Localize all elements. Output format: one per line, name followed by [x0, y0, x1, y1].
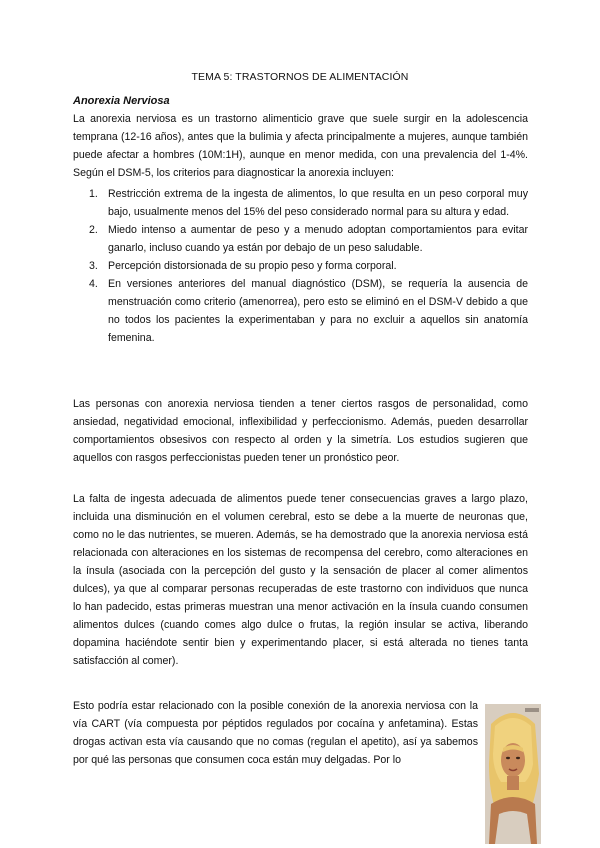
list-item-text: Restricción extrema de la ingesta de alimentos, lo que resulta en un peso corporal muy bajo, usualmente menos del 15% del peso considerado normal para su altura y edad.	[108, 188, 528, 218]
criteria-list	[73, 185, 528, 347]
list-item	[73, 221, 528, 257]
personality-paragraph: Las personas con anorexia nerviosa tienden a tener ciertos rasgos de personalidad, como ansiedad, negatividad emocional, inflexibilidad y perfeccionismo. Además, pueden desarrollar comportamientos obsesivos con respecto al orden y la simetría. Los estudios sugieren que aquellos con rasgos perfeccionistas pueden tener un pronóstico peor.	[73, 398, 528, 464]
portrait-photo	[485, 704, 541, 844]
intro-paragraph: La anorexia nerviosa es un trastorno alimenticio grave que suele surgir en la adolescencia temprana (12-16 años), antes que la bulimia y afecta principalmente a mujeres, aunque también puede afectar a hombres (10M:1H), aunque en menor medida, con una prevalencia del 1-4%. Según el DSM-5, los criterios para diagnosticar la anorexia incluyen:	[73, 113, 528, 179]
list-item	[73, 275, 528, 347]
list-item-text: Miedo intenso a aumentar de peso y a menudo adoptan comportamientos para evitar ganarlo, incluso cuando ya están por debajo de un peso saludable.	[108, 224, 528, 254]
list-item	[73, 185, 528, 221]
list-item	[73, 257, 528, 275]
section-heading: Anorexia Nerviosa	[73, 95, 170, 107]
consequences-paragraph: La falta de ingesta adecuada de alimentos puede tener consecuencias graves a largo plazo, incluida una disminución en el volumen cerebral, esto se debe a la muerte de neuronas que, como no le das nutrientes, se mueren. Además, se ha demostrado que la anorexia nerviosa está relacionada con alteraciones en los sistemas de recompensa del cerebro, como alteraciones en la ínsula (asociada con la percepción del gusto y la sensación de placer al comer alimentos dulces), ya que al comparar personas recuperadas de este trastorno con individuos que nunca lo han padecido, estas primeras muestran una menor activación en la ínsula cuando consumen alimentos dulces (cuando comes algo dulce o frutas, la región insular se activa, liberando dopamina haciéndote sentir bien y experimentando placer, si está alterada no tienes tanta satisfacción al comer).	[73, 493, 528, 667]
list-number: 2.	[89, 224, 98, 236]
list-number: 1.	[89, 188, 98, 200]
list-number: 3.	[89, 260, 98, 272]
list-number: 4.	[89, 278, 98, 290]
cart-paragraph: Esto podría estar relacionado con la posible conexión de la anorexia nerviosa con la vía CART (vía compuesta por péptidos regulados por cocaína y anfetamina). Estas drogas activan esta vía causando que no comas (regulan el apetito), así ya sabemos por qué las personas que consumen coca están muy delgadas. Por lo	[73, 700, 478, 766]
list-item-text: Percepción distorsionada de su propio peso y forma corporal.	[108, 260, 397, 272]
page-title: TEMA 5: TRASTORNOS DE ALIMENTACIÓN	[191, 71, 409, 83]
list-item-text: En versiones anteriores del manual diagnóstico (DSM), se requería la ausencia de menstruación como criterio (amenorrea), pero esto se eliminó en el DSM-V debido a que no todos los pacientes la experimentaban y para no excluir a aquellos sin anatomía femenina.	[108, 278, 528, 344]
